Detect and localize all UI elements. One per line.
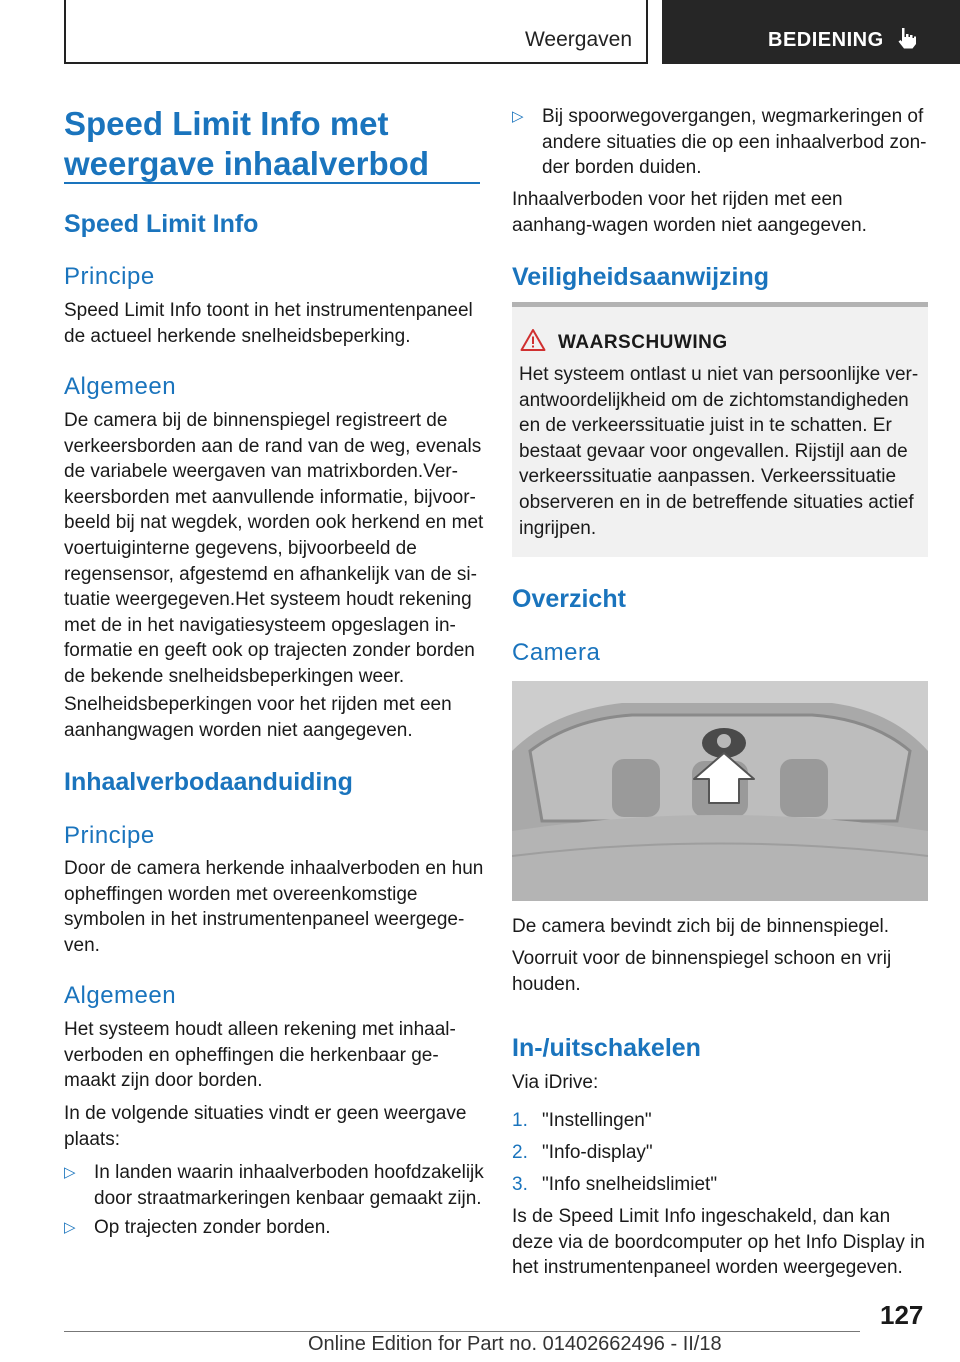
step-number: 1. (512, 1110, 528, 1131)
warning-text: Het systeem ontlast u niet van persoonlijke ver-antwoordelijkheid om de zichtomstandigheden en de verkeerssituatie juist in te schatten. Er bestaat gevaar voor ongevallen. Rijstijl aan de verkeerssituatie aanpassen. Verkeerssituatie observeren en in de betreffende situaties actief ingrijpen. (519, 364, 919, 539)
paragraph-principe-1: Speed Limit Info toont in het instrumentenpaneel de actueel herkende snelheidsbeperking. (64, 300, 473, 347)
edition-footer: Online Edition for Part no. 01402662496 - II/18 (308, 1333, 722, 1355)
car-interior-illustration (512, 681, 928, 901)
list-item (512, 1140, 928, 1166)
paragraph-principe-2: Door de camera herkende inhaalverboden en hun opheffingen worden met overeenkomstige symbolen in het instrumentenpaneel weergege-ven. (64, 858, 484, 956)
page-title: Speed Limit Info met weergave inhaalverbod (64, 105, 429, 182)
step-number: 3. (512, 1174, 528, 1195)
heading-in-uitschakelen: In-/uitschakelen (512, 1034, 701, 1062)
header-section-box (64, 0, 648, 64)
paragraph-algemeen-2a: Het systeem houdt alleen rekening met inhaal-verboden en opheffingen die herkenbaar ge-maakt zijn door borden. (64, 1019, 456, 1092)
bullet-arrow-icon: ▷ (512, 108, 524, 125)
heading-veiligheidsaanwijzing: Veiligheidsaanwijzing (512, 263, 770, 291)
bullet-arrow-icon: ▷ (64, 1219, 76, 1236)
heading-principe-2: Principe (64, 822, 155, 849)
footer-rule (64, 1331, 860, 1332)
heading-overzicht: Overzicht (512, 585, 626, 613)
paragraph-algemeen-2b: In de volgende situaties vindt er geen weergave plaats: (64, 1103, 467, 1150)
heading-algemeen-1: Algemeen (64, 373, 177, 400)
heading-speed-limit-info: Speed Limit Info (64, 210, 259, 238)
warning-title: WAARSCHUWING (558, 332, 728, 353)
heading-camera: Camera (512, 639, 601, 666)
heading-principe-1: Principe (64, 263, 155, 290)
step-text: "Info snelheidslimiet" (542, 1174, 718, 1195)
bullet-arrow-icon: ▷ (64, 1164, 76, 1181)
bullet-text: Op trajecten zonder borden. (94, 1217, 331, 1238)
paragraph-camera-1: De camera bevindt zich bij de binnenspiegel. (512, 916, 890, 937)
paragraph-final: Is de Speed Limit Info ingeschakeld, dan kan deze via de boordcomputer op het Info Display in het instrumentenpaneel worden weergegeven. (512, 1206, 925, 1279)
heading-inhaalverbodaanduiding: Inhaalverbodaanduiding (64, 768, 353, 796)
heading-algemeen-2: Algemeen (64, 982, 177, 1009)
step-text: "Info-display" (542, 1142, 653, 1163)
title-rule (64, 182, 480, 184)
page-number: 127 (880, 1300, 924, 1330)
camera-location-image (512, 681, 928, 901)
step-text: "Instellingen" (542, 1110, 652, 1131)
list-item (512, 1172, 928, 1198)
bullet-text: In landen waarin inhaalverboden hoofdzakelijk door straatmarkeringen kenbaar gemaakt zijn. (94, 1162, 484, 1209)
list-item (64, 1160, 484, 1212)
hand-pointer-icon (896, 26, 918, 50)
paragraph-via-idrive: Via iDrive: (512, 1072, 599, 1093)
paragraph-algemeen-1b: Snelheidsbeperkingen voor het rijden met een aanhangwagen worden niet aangegeven. (64, 694, 452, 741)
header-section-title: Weergaven (524, 28, 632, 51)
header-chapter-box (662, 0, 960, 64)
list-item (512, 1108, 928, 1134)
step-number: 2. (512, 1142, 528, 1163)
list-item (512, 104, 928, 182)
paragraph-camera-2: Voorruit voor de binnenspiegel schoon en vrij houden. (512, 948, 892, 995)
paragraph-algemeen-1a: De camera bij de binnenspiegel registreert de verkeersborden aan de rand van de weg, evenals de variabele weergaven van matrixborden.Ver-keersborden met aanvullende informatie, bijvoor-beeld bij nat wegdek, worden ook herkend en met voertuiginterne gegevens, bijvoorbeeld de regensensor, afgestemd en afhankelijk van de si-tuatie weergegeven.Het systeem houdt rekening met de in het navigatiesysteem opgeslagen in-formatie en geeft ook op trajecten zonder borden de bekende snelheidsbeperkingen weer. (64, 410, 484, 687)
list-item (64, 1215, 484, 1243)
paragraph-aanhangwagen: Inhaalverboden voor het rijden met een aanhang-wagen worden niet aangegeven. (512, 189, 867, 236)
header-chapter-title: BEDIENING (768, 29, 884, 51)
warning-triangle-icon (520, 328, 546, 352)
bullet-text: Bij spoorwegovergangen, wegmarkeringen of andere situaties die op een inhaalverbod zon-der borden duiden. (542, 106, 927, 179)
